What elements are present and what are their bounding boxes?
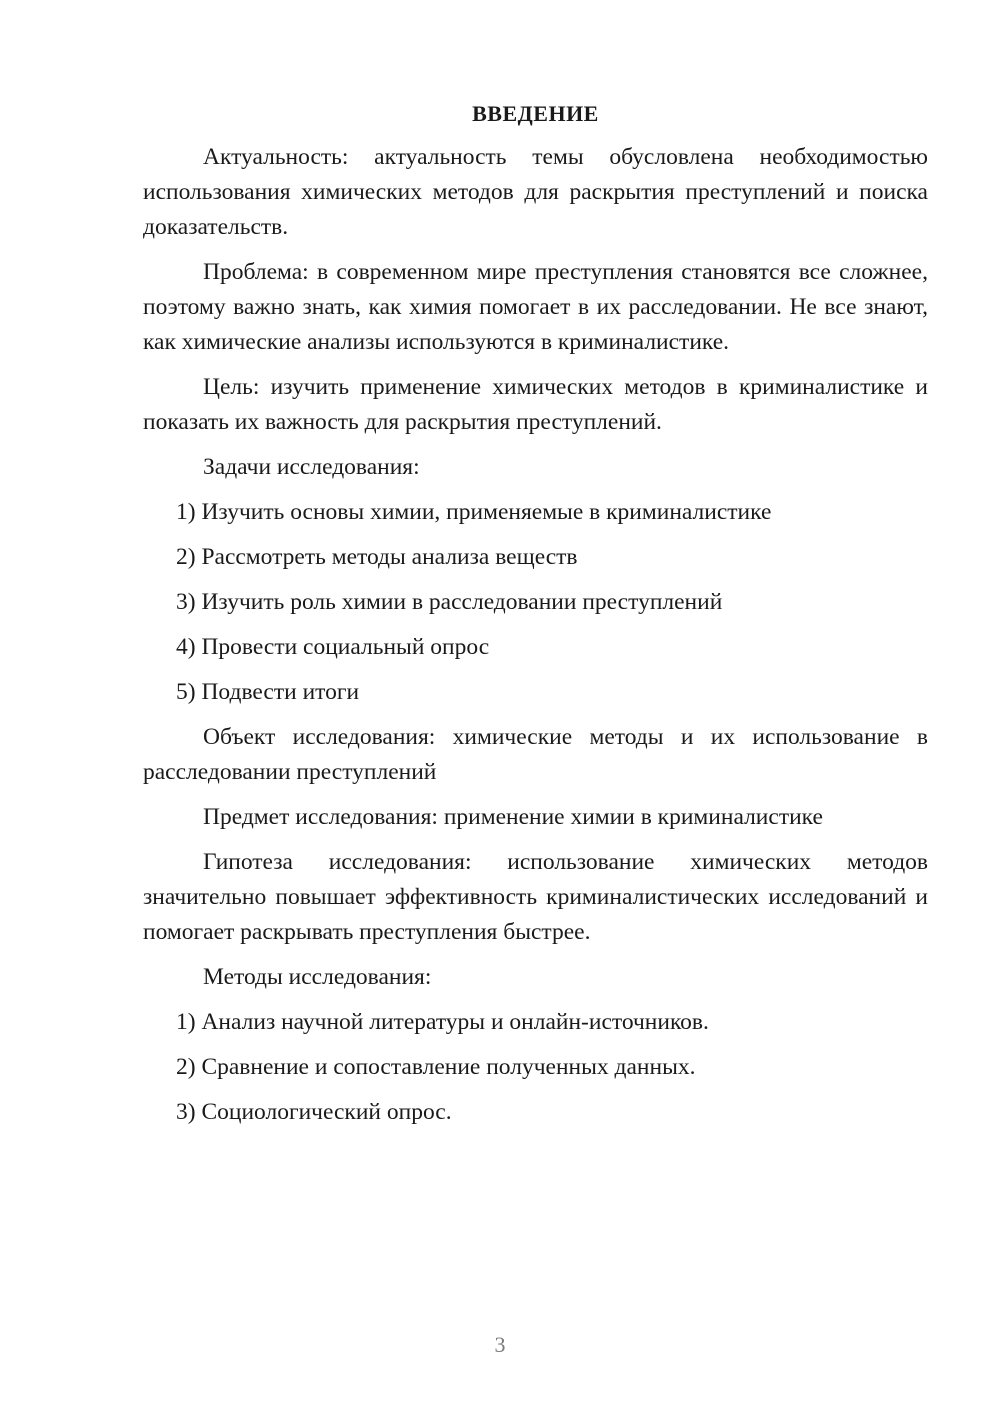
object-paragraph: Объект исследования: химические методы и их использование в расследовании преступлений xyxy=(143,724,928,785)
task-item-3: 3) Изучить роль химии в расследовании преступлений xyxy=(176,589,723,615)
method-item-2: 2) Сравнение и сопоставление полученных данных. xyxy=(176,1054,696,1080)
methods-list xyxy=(143,1005,928,1130)
hypothesis-paragraph: Гипотеза исследования: использование химических методов значительно повышает эффективность криминалистических исследований и помогает раскрывать преступления быстрее. xyxy=(143,849,928,945)
methods-heading: Методы исследования: xyxy=(203,964,432,990)
tasks-list xyxy=(143,495,928,710)
page-content xyxy=(143,96,928,1140)
problem-paragraph: Проблема: в современном мире преступления становятся все сложнее, поэтому важно знать, как химия помогает в их расследовании. Не все знают, как химические анализы используются в криминалистике. xyxy=(143,259,928,355)
subject-paragraph: Предмет исследования: применение химии в криминалистике xyxy=(203,804,823,830)
method-item-3: 3) Социологический опрос. xyxy=(176,1099,452,1125)
goal-paragraph: Цель: изучить применение химических методов в криминалистике и показать их важность для раскрытия преступлений. xyxy=(143,374,928,435)
page-number: 3 xyxy=(494,1332,506,1357)
method-item-1: 1) Анализ научной литературы и онлайн-источников. xyxy=(176,1009,709,1035)
relevance-paragraph: Актуальность: актуальность темы обусловлена необходимостью использования химических методов для раскрытия преступлений и поиска доказательств. xyxy=(143,144,928,240)
task-item-4: 4) Провести социальный опрос xyxy=(176,634,490,660)
task-item-1: 1) Изучить основы химии, применяемые в криминалистике xyxy=(176,499,772,525)
task-item-2: 2) Рассмотреть методы анализа веществ xyxy=(176,544,578,570)
task-item-5: 5) Подвести итоги xyxy=(176,679,360,705)
tasks-heading: Задачи исследования: xyxy=(203,454,420,480)
section-title: ВВЕДЕНИЕ xyxy=(472,101,599,126)
